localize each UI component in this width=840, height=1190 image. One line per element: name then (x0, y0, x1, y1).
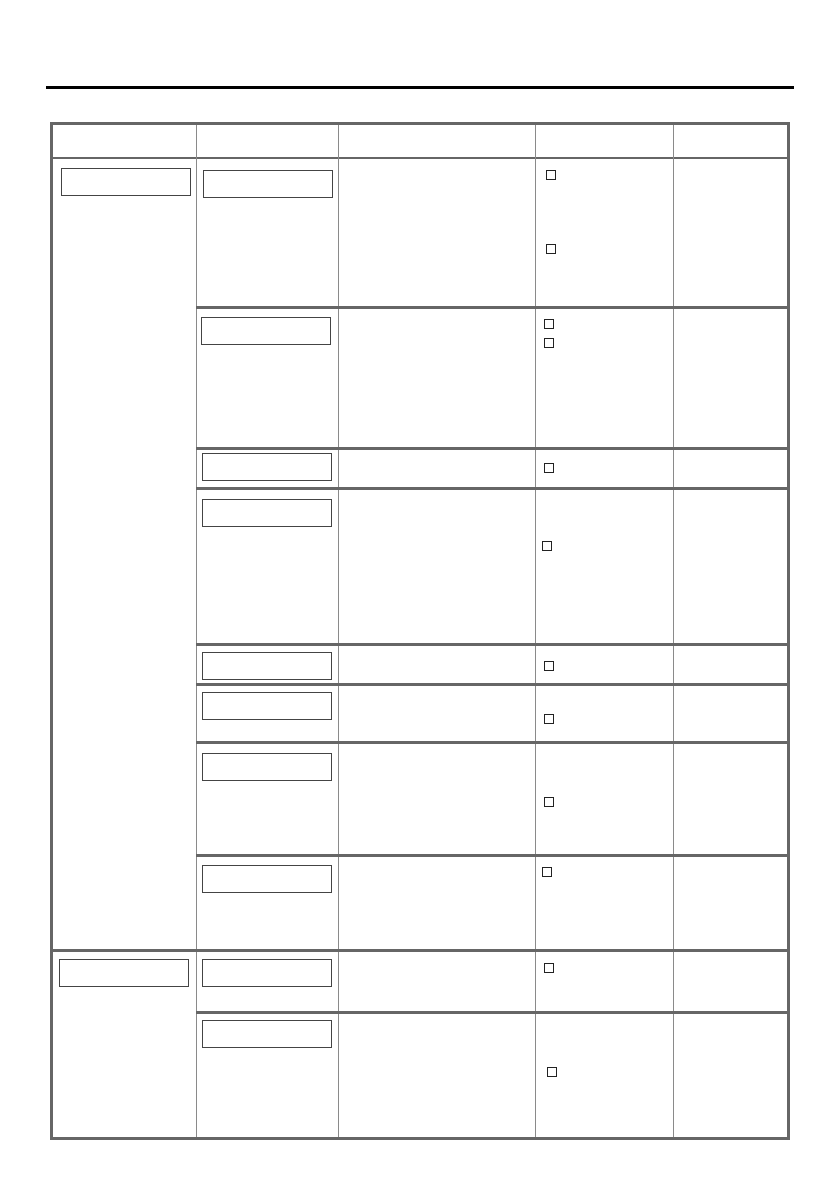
checkbox[interactable] (546, 244, 556, 254)
column-divider-4 (673, 125, 674, 1137)
section-label-box (59, 959, 189, 987)
column-divider-3 (535, 125, 536, 1137)
item-label-box (202, 1020, 332, 1048)
checklist-table (50, 122, 790, 1140)
item-label-box (203, 170, 333, 198)
row-divider (196, 306, 787, 309)
item-label-box (202, 453, 332, 481)
item-label-box (202, 692, 332, 720)
item-label-box (202, 499, 332, 527)
section-divider (53, 949, 787, 952)
row-divider (196, 683, 787, 686)
row-divider (196, 643, 787, 646)
item-label-box (202, 753, 332, 781)
row-divider (196, 447, 787, 450)
item-label-box (201, 317, 331, 345)
item-label-box (202, 959, 332, 987)
row-divider (196, 854, 787, 857)
header-divider (53, 157, 787, 159)
column-divider-2 (338, 125, 339, 1137)
checkbox[interactable] (547, 1067, 557, 1077)
item-label-box (202, 865, 332, 893)
checkbox[interactable] (544, 797, 554, 807)
row-divider (196, 487, 787, 490)
top-rule (46, 86, 794, 89)
item-label-box (202, 652, 332, 680)
checkbox[interactable] (544, 661, 554, 671)
checkbox[interactable] (542, 867, 552, 877)
checkbox[interactable] (544, 338, 554, 348)
checkbox[interactable] (544, 319, 554, 329)
checkbox[interactable] (546, 170, 556, 180)
column-divider-1 (196, 125, 197, 1137)
checkbox[interactable] (544, 963, 554, 973)
checkbox[interactable] (544, 714, 554, 724)
section-label-box (61, 168, 191, 196)
checkbox[interactable] (542, 541, 552, 551)
checkbox[interactable] (544, 463, 554, 473)
row-divider (196, 1011, 787, 1014)
row-divider (196, 741, 787, 744)
